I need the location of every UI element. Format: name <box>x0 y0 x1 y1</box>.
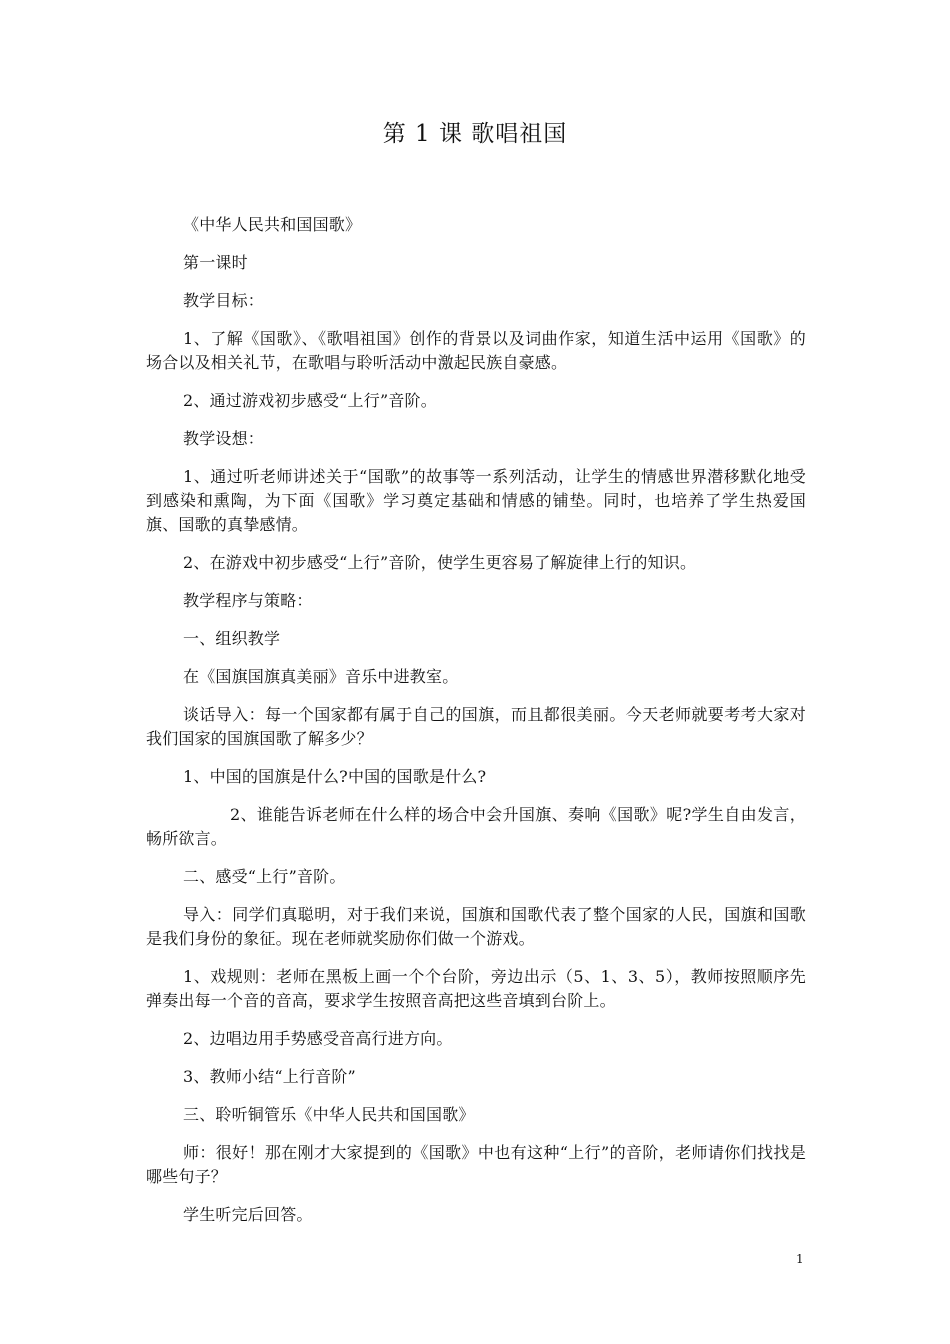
page-number: 1 <box>796 1252 804 1266</box>
activity-item: 3、教师小结“上行音阶” <box>183 1067 356 1086</box>
lesson-period: 第一课时 <box>183 253 248 272</box>
section-heading-procedure: 教学程序与策略： <box>183 591 313 610</box>
section-heading-goals: 教学目标： <box>183 291 265 310</box>
procedure-step-heading: 三、聆听铜管乐《中华人民共和国国歌》 <box>183 1105 475 1124</box>
section-heading-ideas: 教学设想： <box>183 429 265 448</box>
song-title: 《中华人民共和国国歌》 <box>183 215 362 234</box>
body-paragraph: 在《国旗国旗真美丽》音乐中进教室。 <box>183 667 459 686</box>
procedure-step-heading: 二、感受“上行”音阶。 <box>183 867 346 886</box>
activity-item: 1、戏规则：老师在黑板上画一个个台阶，旁边出示（5、1、3、5），教师按照顺序先弹奏出每一个音的音高，要求学生按照音高把这些音填到台阶上。 <box>146 967 806 1010</box>
procedure-step-heading: 一、组织教学 <box>183 629 281 648</box>
document-body <box>146 213 806 1241</box>
activity-item: 2、边唱边用手势感受音高行进方向。 <box>183 1029 453 1048</box>
body-paragraph: 谈话导入：每一个国家都有属于自己的国旗，而且都很美丽。今天老师就要考考大家对我们国家的国旗国歌了解多少？ <box>146 705 806 748</box>
idea-item: 2、在游戏中初步感受“上行”音阶，使学生更容易了解旋律上行的知识。 <box>183 553 697 572</box>
page-title: 第 1 课 歌唱祖国 <box>382 121 568 147</box>
question-item: 2、谁能告诉老师在什么样的场合中会升国旗、奏响《国歌》呢?学生自由发言，畅所欲言。 <box>146 805 806 848</box>
body-paragraph: 师：很好！那在刚才大家提到的《国歌》中也有这种“上行”的音阶，老师请你们找找是哪些句子？ <box>146 1143 806 1186</box>
idea-item: 1、通过听老师讲述关于“国歌”的故事等一系列活动，让学生的情感世界潜移默化地受到感染和熏陶，为下面《国歌》学习奠定基础和情感的铺垫。同时，也培养了学生热爱国旗、国歌的真挚感情。 <box>146 467 806 534</box>
goal-item: 2、通过游戏初步感受“上行”音阶。 <box>183 391 437 410</box>
body-paragraph: 导入：同学们真聪明，对于我们来说，国旗和国歌代表了整个国家的人民，国旗和国歌是我们身份的象征。现在老师就奖励你们做一个游戏。 <box>146 905 806 948</box>
question-item: 1、中国的国旗是什么?中国的国歌是什么? <box>183 767 487 786</box>
body-paragraph: 学生听完后回答。 <box>183 1205 313 1224</box>
goal-item: 1、了解《国歌》、《歌唱祖国》创作的背景以及词曲作家，知道生活中运用《国歌》的场合以及相关礼节，在歌唱与聆听活动中激起民族自豪感。 <box>146 329 806 372</box>
